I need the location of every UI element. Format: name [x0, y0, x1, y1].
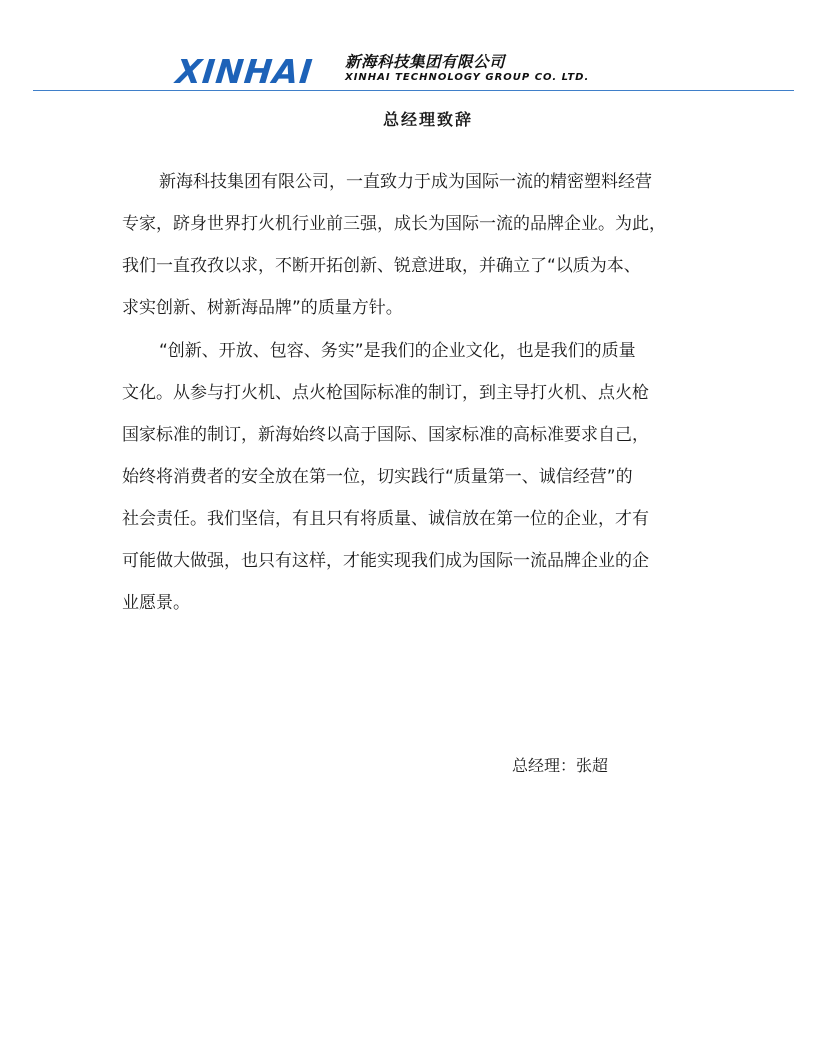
- letterhead: [0, 0, 816, 96]
- paragraph-line: 专家，跻身世界打火机行业前三强，成长为国际一流的品牌企业。为此，: [122, 214, 666, 234]
- paragraph-line: “创新、开放、包容、务实”是我们的企业文化，也是我们的质量: [159, 341, 636, 361]
- header-divider: [33, 90, 794, 91]
- signature: 总经理：张超: [512, 756, 609, 775]
- paragraph-line: 新海科技集团有限公司，一直致力于成为国际一流的精密塑料经营: [159, 172, 652, 192]
- paragraph-line: 社会责任。我们坚信，有且只有将质量、诚信放在第一位的企业，才有: [122, 509, 649, 529]
- paragraph-line: 业愿景。: [122, 593, 190, 613]
- paragraph-line: 国家标准的制订，新海始终以高于国际、国家标准的高标准要求自己，: [122, 425, 649, 445]
- paragraph-line: 我们一直孜孜以求，不断开拓创新、锐意进取，并确立了“以质为本、: [122, 256, 641, 276]
- company-name-cn: 新海科技集团有限公司: [345, 53, 506, 71]
- paragraph-1: [122, 161, 695, 329]
- paragraph-2: [122, 330, 695, 624]
- paragraph-line: 始终将消费者的安全放在第一位，切实践行“质量第一、诚信经营”的: [122, 467, 633, 487]
- paragraph-line: 可能做大做强，也只有这样，才能实现我们成为国际一流品牌企业的企: [122, 551, 649, 571]
- company-name-en: XINHAI TECHNOLOGY GROUP CO. LTD.: [345, 72, 590, 83]
- document-title: 总经理致辞: [382, 110, 473, 129]
- company-logo: XINHAI: [174, 52, 315, 91]
- paragraph-line: 文化。从参与打火机、点火枪国际标准的制订，到主导打火机、点火枪: [122, 383, 649, 403]
- paragraph-line: 求实创新、树新海品牌”的质量方针。: [122, 298, 403, 318]
